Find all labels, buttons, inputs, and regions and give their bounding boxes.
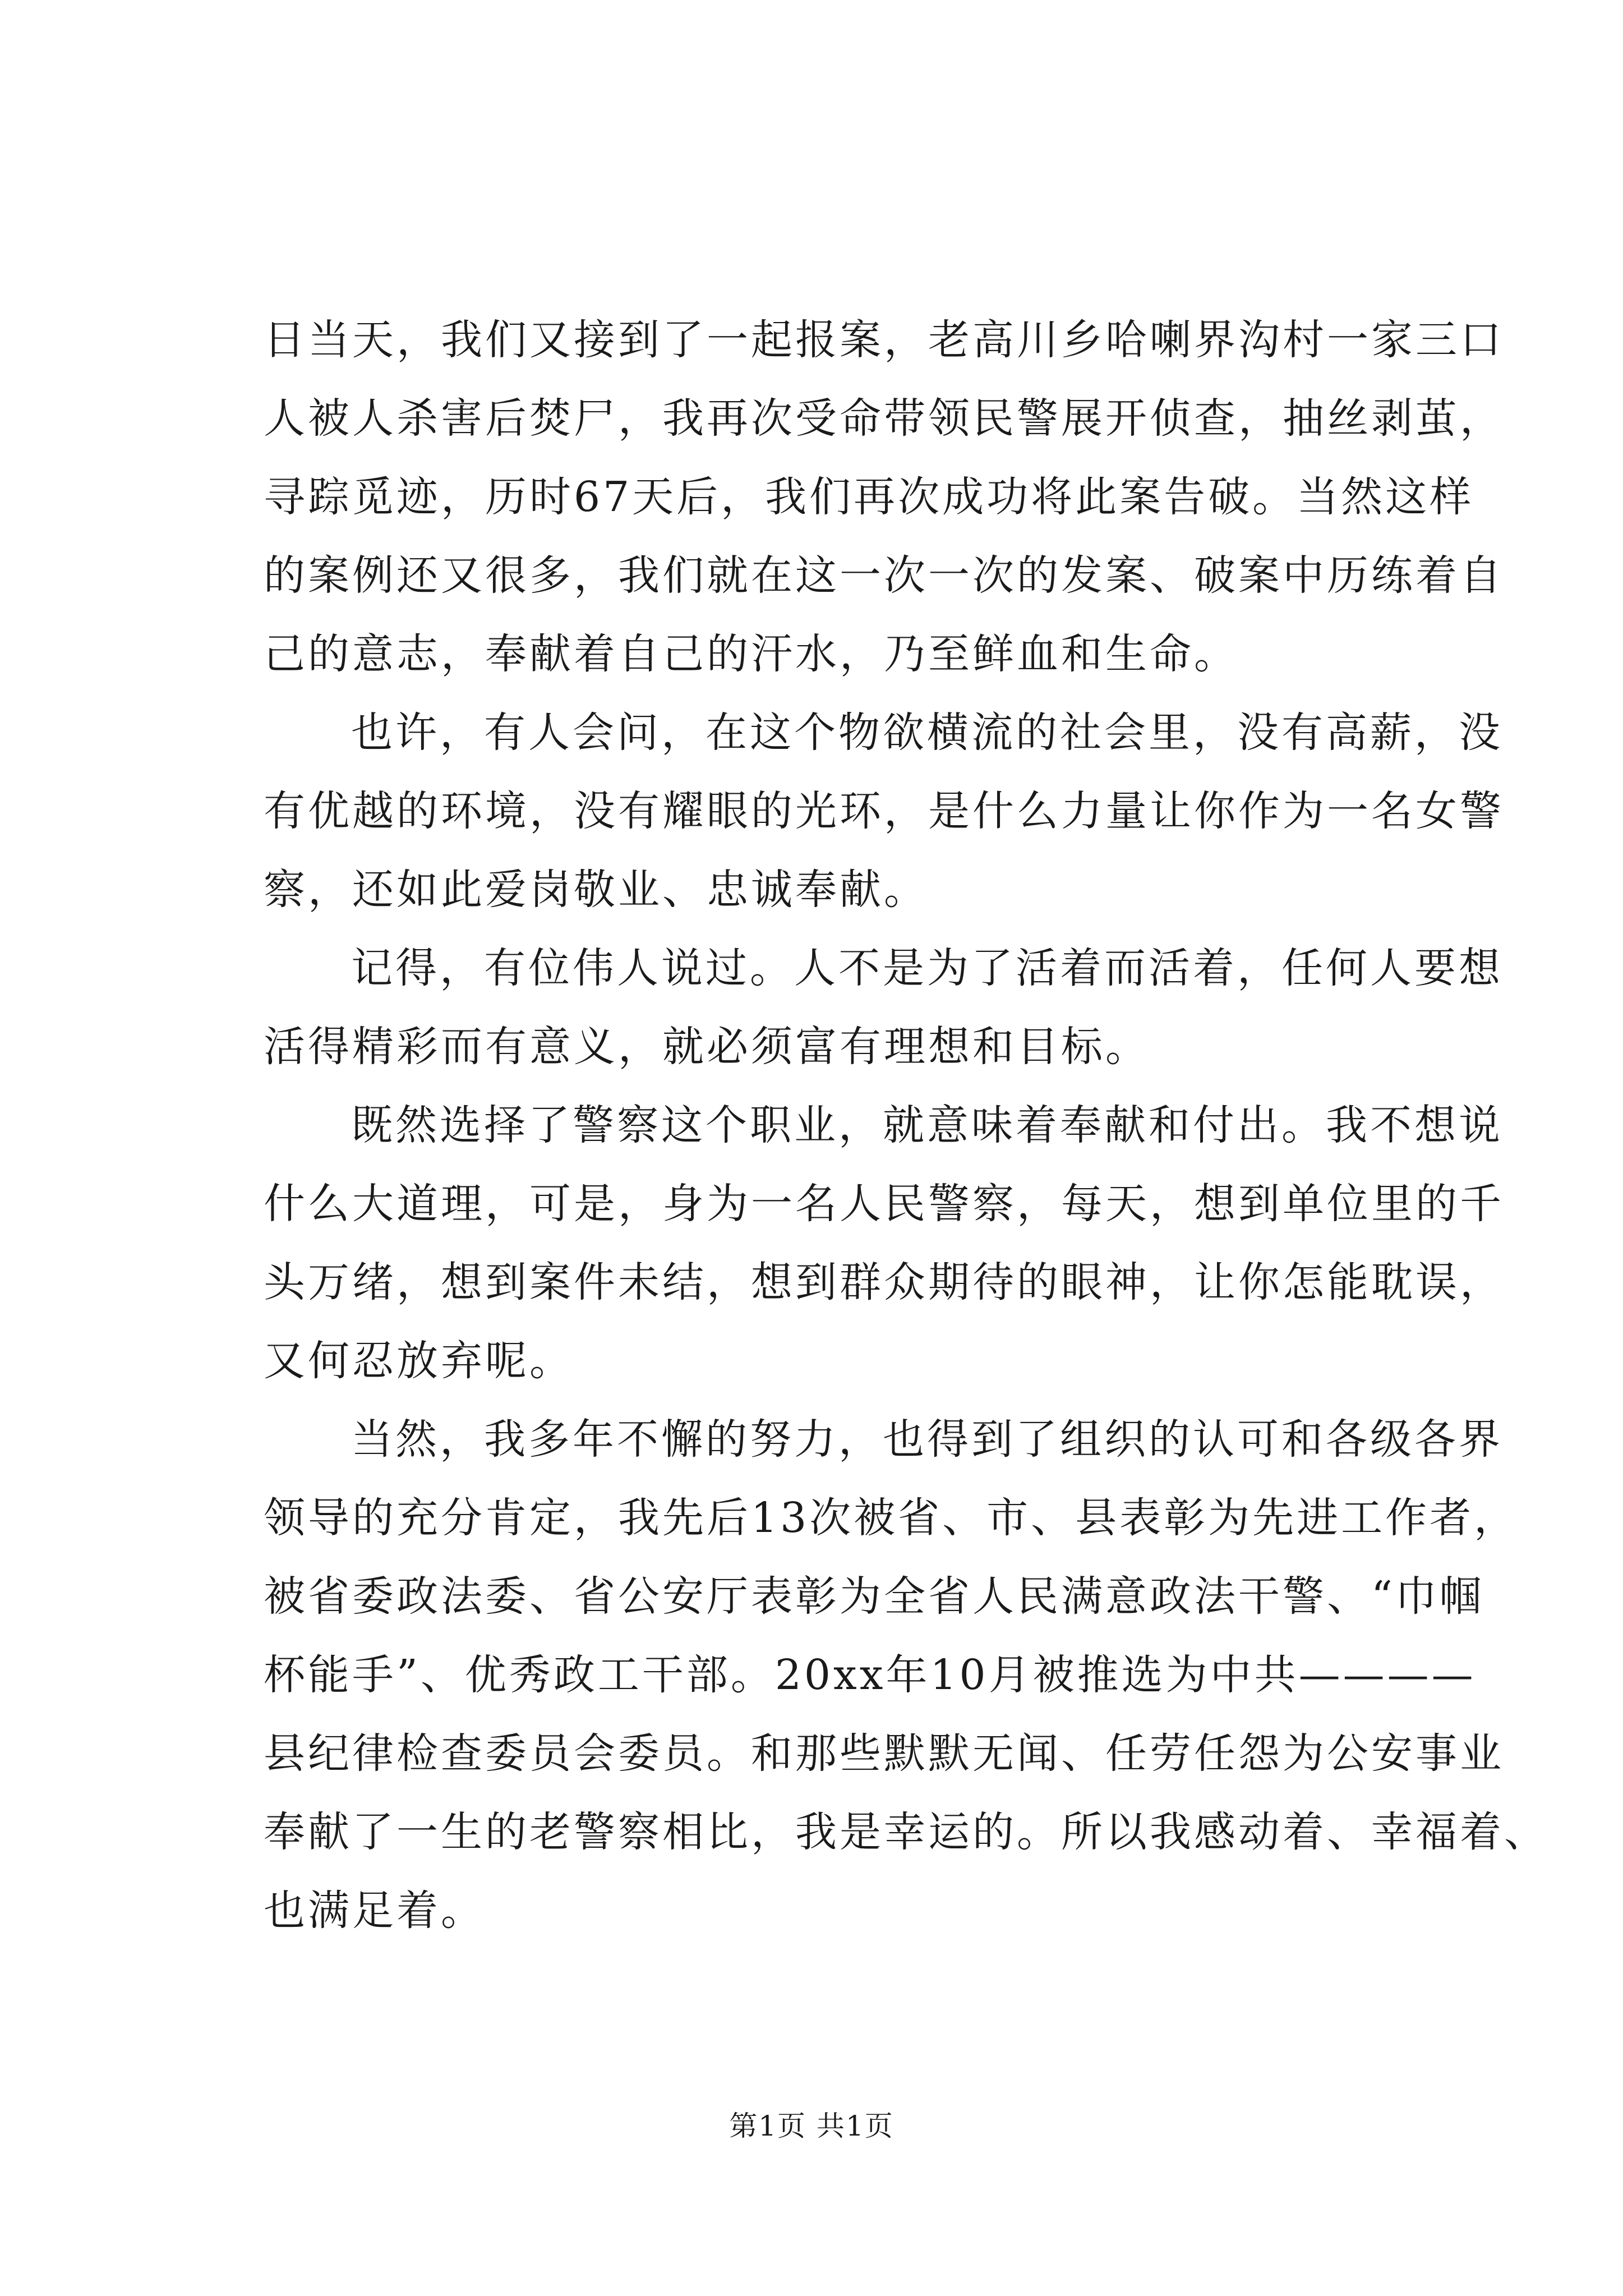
text-line: 被省委政法委、省公安厅表彰为全省人民满意政法干警、“巾帼 (264, 1572, 1484, 1621)
text-line: 己的意志，奉献着自己的汗水，乃至鲜血和生命。 (264, 630, 1238, 678)
paragraph-3 (264, 929, 1503, 1086)
text-line: 也满足着。 (264, 1887, 485, 1935)
document-body (264, 301, 1548, 1950)
text-line: 头万绪，想到案件未结，想到群众期待的眼神，让你怎能耽误， (264, 1258, 1504, 1306)
text-line: 杯能手”、优秀政工干部。20xx年10月被推选为中共———— (264, 1651, 1476, 1699)
text-line: 察，还如此爱岗敬业、忠诚奉献。 (264, 866, 928, 914)
page-footer: 第1页 共1页 (729, 2110, 894, 2142)
paragraph-4 (264, 1086, 1504, 1400)
paragraph-5 (264, 1400, 1548, 1950)
text-line: 记得，有位伟人说过。人不是为了活着而活着，任何人要想 (351, 944, 1503, 992)
text-line: 什么大道理，可是，身为一名人民警察，每天，想到单位里的千 (264, 1180, 1504, 1228)
text-line: 的案例还又很多，我们就在这一次一次的发案、破案中历练着自 (264, 551, 1504, 600)
text-line: 活得精彩而有意义，就必须富有理想和目标。 (264, 1023, 1150, 1071)
text-line: 县纪律检查委员会委员。和那些默默无闻、任劳任怨为公安事业 (264, 1729, 1504, 1778)
text-line: 寻踪觅迹，历时67天后，我们再次成功将此案告破。当然这样 (264, 473, 1474, 521)
text-line: 也许，有人会问，在这个物欲横流的社会里，没有高薪，没 (351, 708, 1503, 757)
text-line: 又何忍放弃呢。 (264, 1337, 574, 1385)
paragraph-1 (264, 301, 1504, 693)
text-line: 当然，我多年不懈的努力，也得到了组织的认可和各级各界 (351, 1415, 1503, 1464)
text-line: 日当天，我们又接到了一起报案，老高川乡哈喇界沟村一家三口 (264, 316, 1504, 364)
text-line: 奉献了一生的老警察相比，我是幸运的。所以我感动着、幸福着、 (264, 1808, 1548, 1856)
text-line: 领导的充分肯定，我先后13次被省、市、县表彰为先进工作者， (264, 1494, 1519, 1542)
paragraph-2 (264, 693, 1504, 929)
text-line: 有优越的环境，没有耀眼的光环，是什么力量让你作为一名女警 (264, 787, 1504, 835)
text-line: 人被人杀害后焚尸，我再次受命带领民警展开侦查，抽丝剥茧， (264, 394, 1504, 443)
text-line: 既然选择了警察这个职业，就意味着奉献和付出。我不想说 (351, 1101, 1503, 1149)
